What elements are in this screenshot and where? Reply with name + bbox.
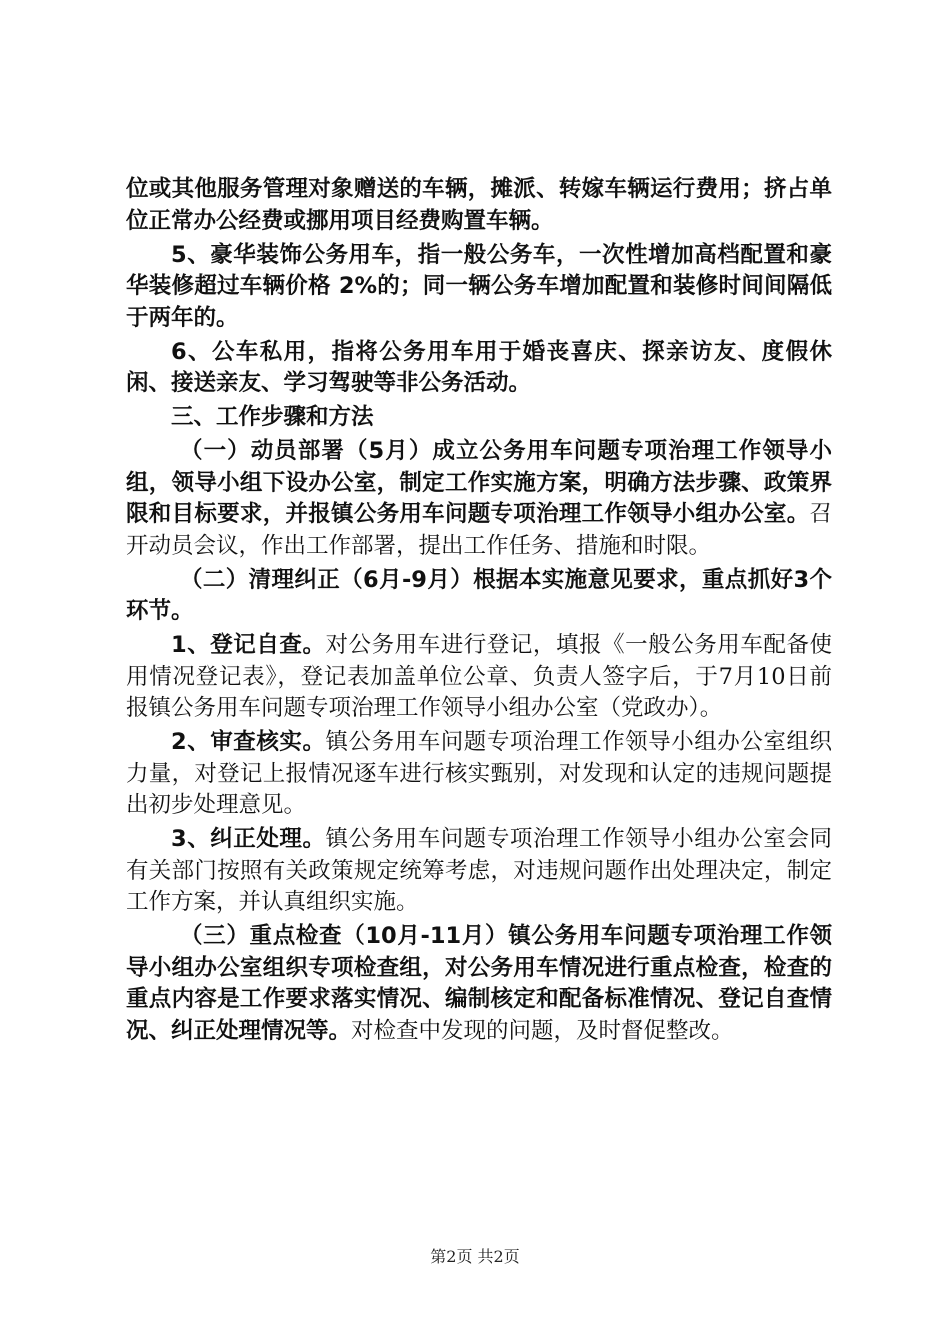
review-verification-rest: 镇公务用车问题专项治理工作领导小组办公室组织力量，对登记上报情况逐车进行核实甄别，对发现和认定的违规问题提出初步处理意见。 <box>126 729 832 818</box>
paragraph-key-inspection <box>126 921 832 1047</box>
document-body <box>126 174 832 1050</box>
key-inspection-lead: （三）重点检查（10月-11月）镇公务用车问题专项治理工作领导小组办公室组织专项检查组，对公务用车情况进行重点检查，检查的重点内容是工作要求落实情况、编制核定和配备标准情况、登记自查情况、纠正处理情况等。 <box>126 923 832 1044</box>
paragraph-mobilization <box>126 436 832 562</box>
paragraph-review-verification <box>126 727 832 822</box>
correction-handling-lead: 3、纠正处理。 <box>171 826 326 852</box>
key-inspection-rest: 对检查中发现的问题，及时督促整改。 <box>351 1017 734 1044</box>
paragraph-cleanup-correction: （二）清理纠正（6月-9月）根据本实施意见要求，重点抓好3个环节。 <box>126 566 832 624</box>
paragraph-mobilization-lead: （一）动员部署（5月）成立公务用车问题专项治理工作领导小组，领导小组下设办公室，制定工作实施方案，明确方法步骤、政策界限和目标要求，并报镇公务用车问题专项治理工作领导小组办公室。 <box>126 438 832 527</box>
correction-handling-rest: 镇公务用车问题专项治理工作领导小组办公室会同有关部门按照有关政策规定统筹考虑，对违规问题作出处理决定，制定工作方案，并认真组织实施。 <box>126 826 832 915</box>
paragraph-item-6: 6、公车私用，指将公务用车用于婚丧喜庆、探亲访友、度假休闲、接送亲友、学习驾驶等非公务活动。 <box>126 338 832 396</box>
review-verification-lead: 2、审查核实。 <box>171 729 326 755</box>
section-heading-steps-methods: 三、工作步骤和方法 <box>171 404 374 430</box>
page-footer: 第2页 共2页 <box>430 1247 520 1266</box>
paragraph-continuation: 位或其他服务管理对象赠送的车辆，摊派、转嫁车辆运行费用；挤占单位正常办公经费或挪用项目经费购置车辆。 <box>126 176 832 234</box>
registration-self-check-lead: 1、登记自查。 <box>171 632 326 658</box>
paragraph-item-5: 5、豪华装饰公务用车，指一般公务车，一次性增加高档配置和豪华装修超过车辆价格 2%的；同一辆公务车增加配置和装修时间间隔低于两年的。 <box>126 241 832 331</box>
paragraph-correction-handling <box>126 824 832 919</box>
paragraph-mobilization-rest: 召开动员会议，作出工作部署，提出工作任务、措施和时限。 <box>126 501 832 559</box>
registration-self-check-rest: 对公务用车进行登记，填报《一般公务用车配备使用情况登记表》，登记表加盖单位公章、负责人签字后，于7月10日前报镇公务用车问题专项治理工作领导小组办公室（党政办）。 <box>126 632 832 721</box>
paragraph-registration-self-check <box>126 630 832 725</box>
